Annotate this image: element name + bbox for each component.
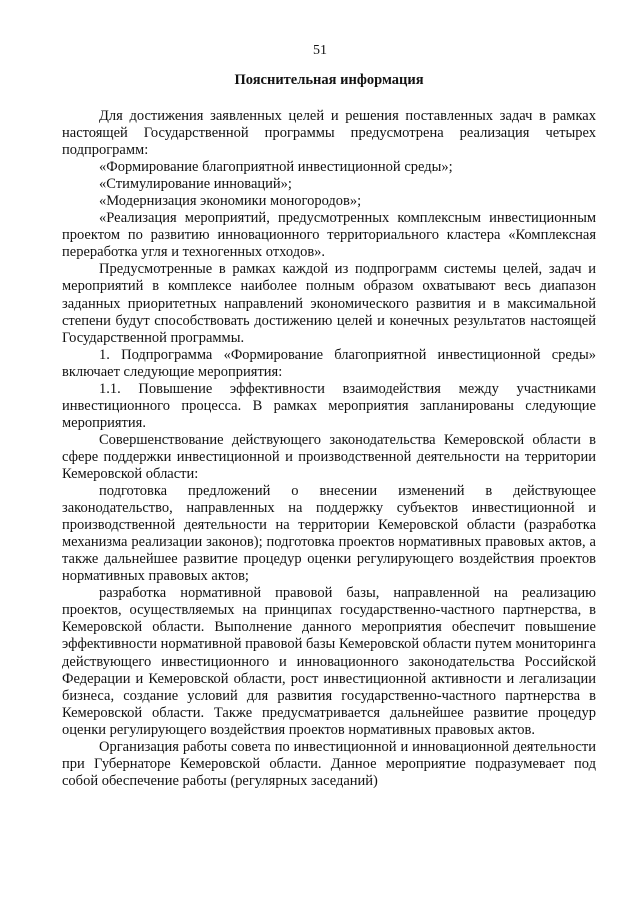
page-number: 51 bbox=[313, 43, 327, 58]
list-item: «Реализация мероприятий, предусмотренных комплексным инвестиционным проектом по развитию инновационного территориального кластера «Комплексная переработка угля и техногенных отходов». bbox=[62, 210, 596, 261]
paragraph: Для достижения заявленных целей и решения поставленных задач в рамках настоящей Государственной программы предусмотрена реализация четырех подпрограмм: bbox=[62, 108, 596, 159]
section-title: Пояснительная информация bbox=[234, 72, 424, 88]
list-item: «Модернизация экономики моногородов»; bbox=[99, 193, 362, 210]
list-item: «Стимулирование инноваций»; bbox=[99, 176, 292, 193]
paragraph: Предусмотренные в рамках каждой из подпрограмм системы целей, задач и мероприятий в комплексе наиболее полным образом охватывают весь диапазон заданных приоритетных направлений экономического развития и в максимальной степени будут способствовать достижению целей и конечных результатов настоящей Государственной программы. bbox=[62, 261, 596, 346]
paragraph: подготовка предложений о внесении изменений в действующее законодательство, направленных на поддержку субъектов инвестиционной и производственной деятельности на территории Кемеровской области (разработка механизма реализации законов); подготовка проектов нормативных правовых актов, а также дальнейшее развитие процедур оценки регулирующего воздействия проектов нормативных правовых актов; bbox=[62, 483, 596, 585]
paragraph: 1. Подпрограмма «Формирование благоприятной инвестиционной среды» включает следующие мероприятия: bbox=[62, 346, 596, 380]
paragraph: разработка нормативной правовой базы, направленной на реализацию проектов, осуществляемых на принципах государственно-частного партнерства, в Кемеровской области. Выполнение данного мероприятия обеспечит повышение эффективности нормативной правовой базы Кемеровской области путем мониторинга действующего инвестиционного и инновационного законодательства Российской Федерации и Кемеровской области, рост инвестиционной активности и легализации бизнеса, создание условий для развития государственно-частного партнерства в Кемеровской области. Также предусматривается дальнейшее развитие процедур оценки регулирующего воздействия проектов нормативных правовых актов. bbox=[62, 585, 596, 738]
paragraph: Организация работы совета по инвестиционной и инновационной деятельности при Губернаторе Кемеровской области. Данное мероприятие подразумевает под собой обеспечение работы (регулярных заседаний) bbox=[62, 738, 596, 789]
document-body bbox=[62, 108, 596, 790]
paragraph: Совершенствование действующего законодательства Кемеровской области в сфере поддержки инвестиционной и производственной деятельности на территории Кемеровской области: bbox=[62, 431, 596, 482]
paragraph: 1.1. Повышение эффективности взаимодействия между участниками инвестиционного процесса. В рамках мероприятия запланированы следующие мероприятия. bbox=[62, 380, 596, 431]
list-item: «Формирование благоприятной инвестиционной среды»; bbox=[99, 159, 453, 176]
